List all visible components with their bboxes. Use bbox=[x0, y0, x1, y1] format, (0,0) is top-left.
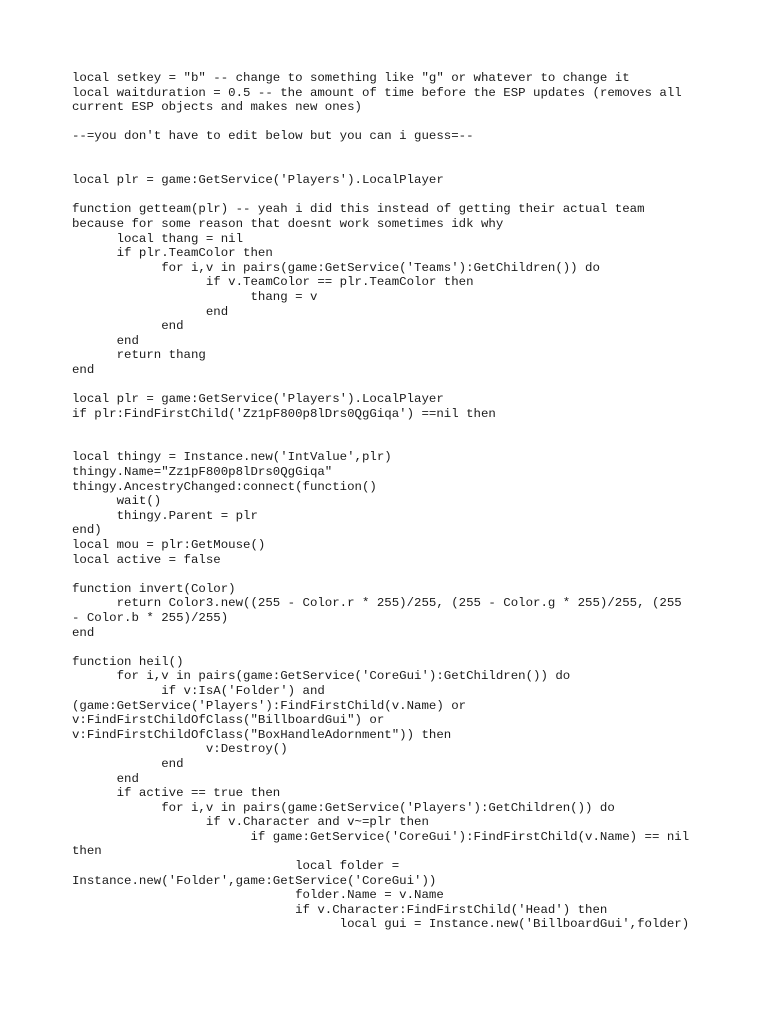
code-line: --=you don't have to edit below but you can i guess=-- bbox=[72, 129, 474, 144]
code-line: current ESP objects and makes new ones) bbox=[72, 100, 362, 115]
code-line: end bbox=[72, 333, 139, 348]
code-line: return thang bbox=[72, 348, 206, 363]
code-line bbox=[72, 640, 702, 655]
code-line: local thang = nil bbox=[72, 231, 244, 246]
code-line: v:FindFirstChildOfClass("BoxHandleAdornment")) then bbox=[72, 727, 452, 742]
code-line: - Color.b * 255)/255) bbox=[72, 610, 229, 625]
code-line: local plr = game:GetService('Players').LocalPlayer bbox=[72, 392, 444, 407]
code-line: v:FindFirstChildOfClass("BillboardGui") or bbox=[72, 713, 385, 728]
code-line: thingy.Name="Zz1pF800p8lDrs0QgGiqa" bbox=[72, 465, 333, 480]
code-line: function getteam(plr) -- yeah i did this instead of getting their actual team bbox=[72, 202, 645, 217]
code-line: then bbox=[72, 844, 102, 859]
code-line: end bbox=[72, 756, 184, 771]
code-line: if game:GetService('CoreGui'):FindFirstChild(v.Name) == nil bbox=[72, 829, 690, 844]
code-line: if v.Character:FindFirstChild('Head') then bbox=[72, 902, 608, 917]
code-line: thang = v bbox=[72, 289, 318, 304]
code-line bbox=[72, 159, 702, 174]
code-line: end bbox=[72, 319, 184, 334]
code-line: end bbox=[72, 625, 95, 640]
code-line: if v.Character and v~=plr then bbox=[72, 815, 429, 830]
code-line: thingy.AncestryChanged:connect(function() bbox=[72, 479, 377, 494]
code-line: local mou = plr:GetMouse() bbox=[72, 538, 266, 552]
code-line bbox=[72, 421, 702, 436]
code-block bbox=[72, 71, 702, 932]
code-line bbox=[72, 144, 702, 159]
code-line: if v.TeamColor == plr.TeamColor then bbox=[72, 275, 474, 290]
code-line: local plr = game:GetService('Players').LocalPlayer bbox=[72, 173, 444, 188]
code-line: if plr.TeamColor then bbox=[72, 246, 273, 261]
code-line: local waitduration = 0.5 -- the amount of time before the ESP updates (removes all bbox=[72, 85, 682, 100]
code-line bbox=[72, 377, 702, 392]
code-line bbox=[72, 115, 702, 130]
code-line: function invert(Color) bbox=[72, 581, 236, 596]
code-line: thingy.Parent = plr bbox=[72, 508, 258, 523]
code-line: local setkey = "b" -- change to something like "g" or whatever to change it bbox=[72, 71, 630, 85]
code-line: wait() bbox=[72, 494, 162, 509]
code-line: for i,v in pairs(game:GetService('CoreGui'):GetChildren()) do bbox=[72, 669, 571, 684]
code-line: folder.Name = v.Name bbox=[72, 888, 444, 903]
code-line: end bbox=[72, 304, 229, 319]
code-line: because for some reason that doesnt work sometimes idk why bbox=[72, 216, 504, 231]
code-line: function heil() bbox=[72, 654, 184, 669]
code-line: if v:IsA('Folder') and bbox=[72, 683, 325, 698]
code-line: v:Destroy() bbox=[72, 742, 288, 757]
code-line: (game:GetService('Players'):FindFirstChild(v.Name) or bbox=[72, 698, 467, 713]
code-line: local thingy = Instance.new('IntValue',plr) bbox=[72, 450, 392, 465]
code-line: return Color3.new((255 - Color.r * 255)/255, (255 - Color.g * 255)/255, (255 bbox=[72, 596, 682, 611]
code-line: if active == true then bbox=[72, 786, 281, 801]
code-line: end bbox=[72, 771, 139, 786]
code-line bbox=[72, 436, 702, 451]
code-line bbox=[72, 188, 702, 203]
code-line: local folder = bbox=[72, 859, 400, 874]
code-line: local gui = Instance.new('BillboardGui',folder) bbox=[72, 917, 690, 932]
code-line: Instance.new('Folder',game:GetService('CoreGui')) bbox=[72, 873, 437, 888]
code-line: end) bbox=[72, 523, 102, 538]
code-line: for i,v in pairs(game:GetService('Players'):GetChildren()) do bbox=[72, 800, 615, 815]
code-line: end bbox=[72, 362, 95, 377]
code-line: if plr:FindFirstChild('Zz1pF800p8lDrs0QgGiqa') ==nil then bbox=[72, 406, 496, 421]
code-line: local active = false bbox=[72, 552, 221, 567]
code-line bbox=[72, 567, 702, 582]
code-line: for i,v in pairs(game:GetService('Teams'):GetChildren()) do bbox=[72, 260, 600, 275]
